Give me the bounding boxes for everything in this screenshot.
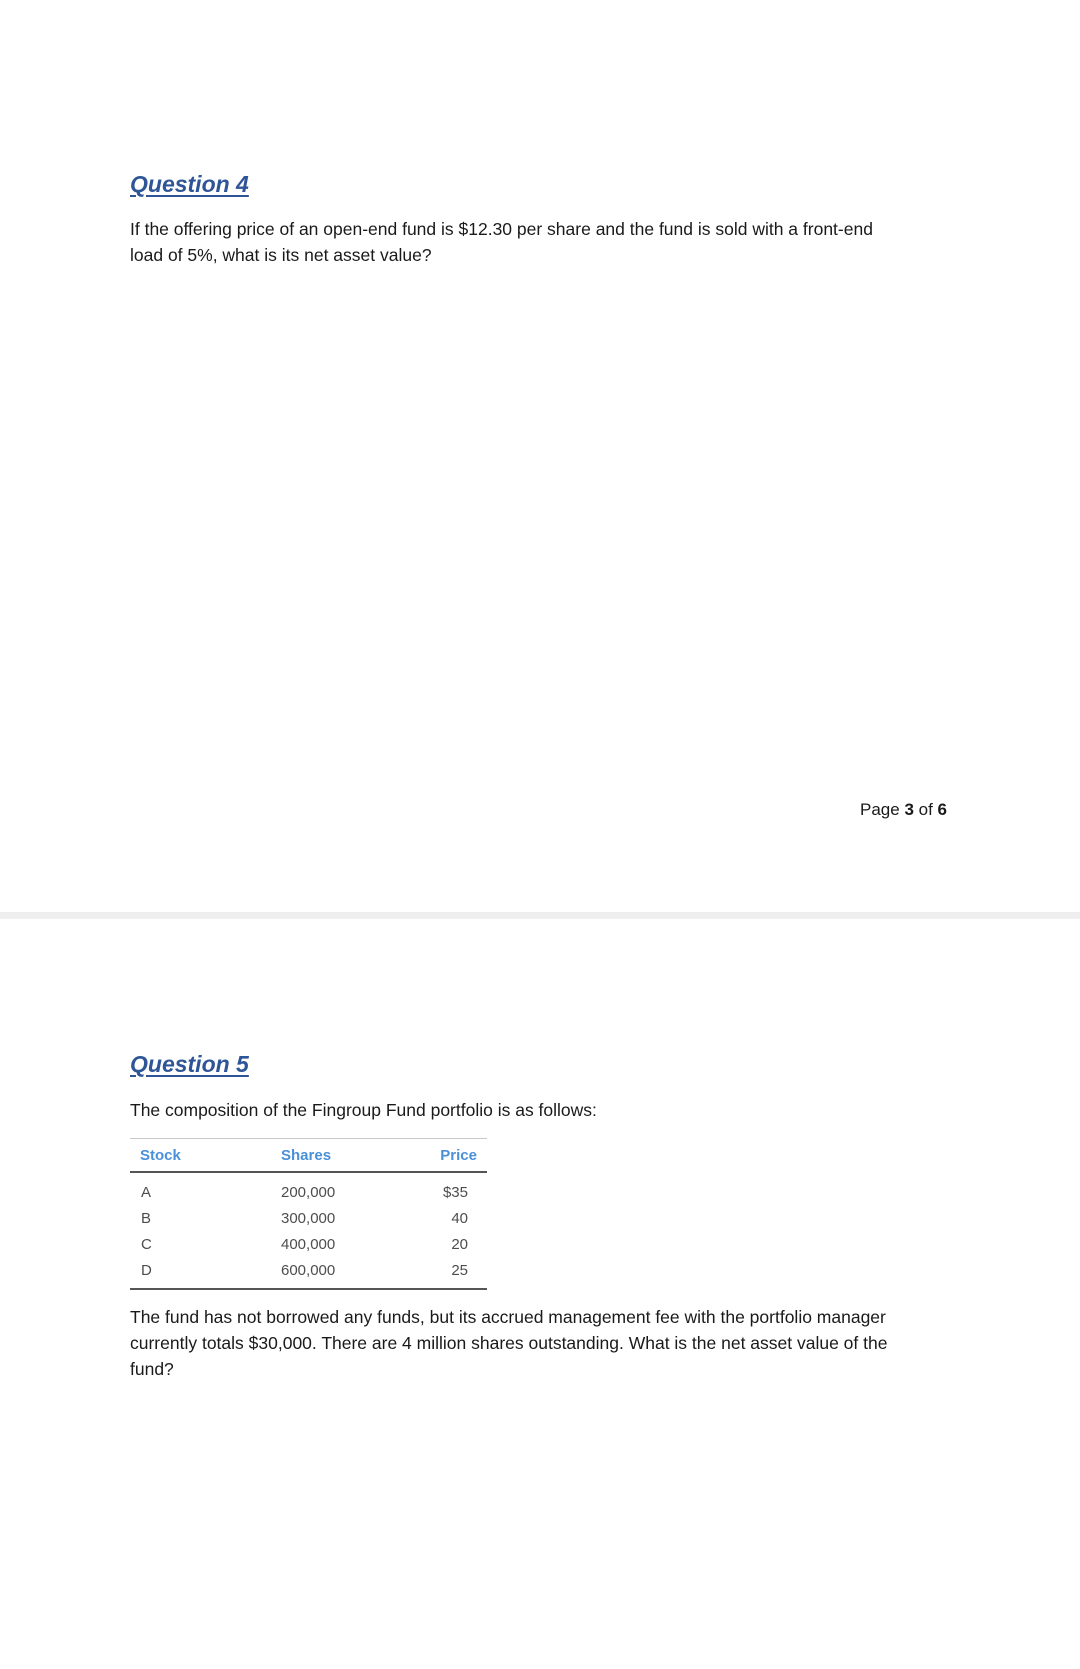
cell-price: 20 xyxy=(451,1235,468,1253)
cell-price: 25 xyxy=(451,1261,468,1279)
table-row xyxy=(130,1172,487,1205)
cell-shares: 600,000 xyxy=(281,1261,336,1279)
cell-stock: B xyxy=(141,1209,152,1227)
cell-stock: A xyxy=(141,1183,152,1201)
question-5-text-line-2: currently totals $30,000. There are 4 million shares outstanding. What is the net asset value of the xyxy=(130,1333,888,1353)
cell-shares: 200,000 xyxy=(281,1183,336,1201)
page-number-total: 6 xyxy=(937,800,947,819)
question-5-heading: Question 5 xyxy=(130,1051,249,1077)
question-4-heading: Question 4 xyxy=(130,171,249,197)
table-row xyxy=(130,1205,487,1231)
cell-shares: 300,000 xyxy=(281,1209,336,1227)
question-5-text-line-1: The fund has not borrowed any funds, but its accrued management fee with the portfolio manager xyxy=(130,1307,886,1327)
cell-shares: 400,000 xyxy=(281,1235,336,1253)
question-5-text xyxy=(130,1304,950,1382)
question-4-text-line-2: load of 5%, what is its net asset value? xyxy=(130,245,432,265)
page-number-prefix: Page xyxy=(860,800,905,819)
column-header-price: Price xyxy=(440,1146,477,1164)
document-page-4 xyxy=(0,919,1080,1669)
page-number-middle: of xyxy=(913,800,938,819)
column-header-shares: Shares xyxy=(281,1146,332,1164)
portfolio-table xyxy=(130,1138,487,1290)
question-4-text-line-1: If the offering price of an open-end fund is $12.30 per share and the fund is sold with a front-end xyxy=(130,219,873,239)
cell-stock: C xyxy=(141,1235,152,1253)
cell-price: 40 xyxy=(451,1209,468,1227)
table-row xyxy=(130,1231,487,1257)
column-header-stock: Stock xyxy=(140,1146,181,1164)
table-row xyxy=(130,1257,487,1289)
question-5-intro: The composition of the Fingroup Fund portfolio is as follows: xyxy=(130,1100,597,1120)
page-number xyxy=(860,800,947,820)
cell-stock: D xyxy=(141,1261,152,1279)
cell-price: $35 xyxy=(442,1183,468,1201)
question-4-text xyxy=(130,216,950,268)
question-5-text-line-3: fund? xyxy=(130,1359,174,1379)
page-separator xyxy=(0,912,1080,919)
table-header-row xyxy=(130,1139,487,1173)
page-number-current: 3 xyxy=(904,800,914,819)
